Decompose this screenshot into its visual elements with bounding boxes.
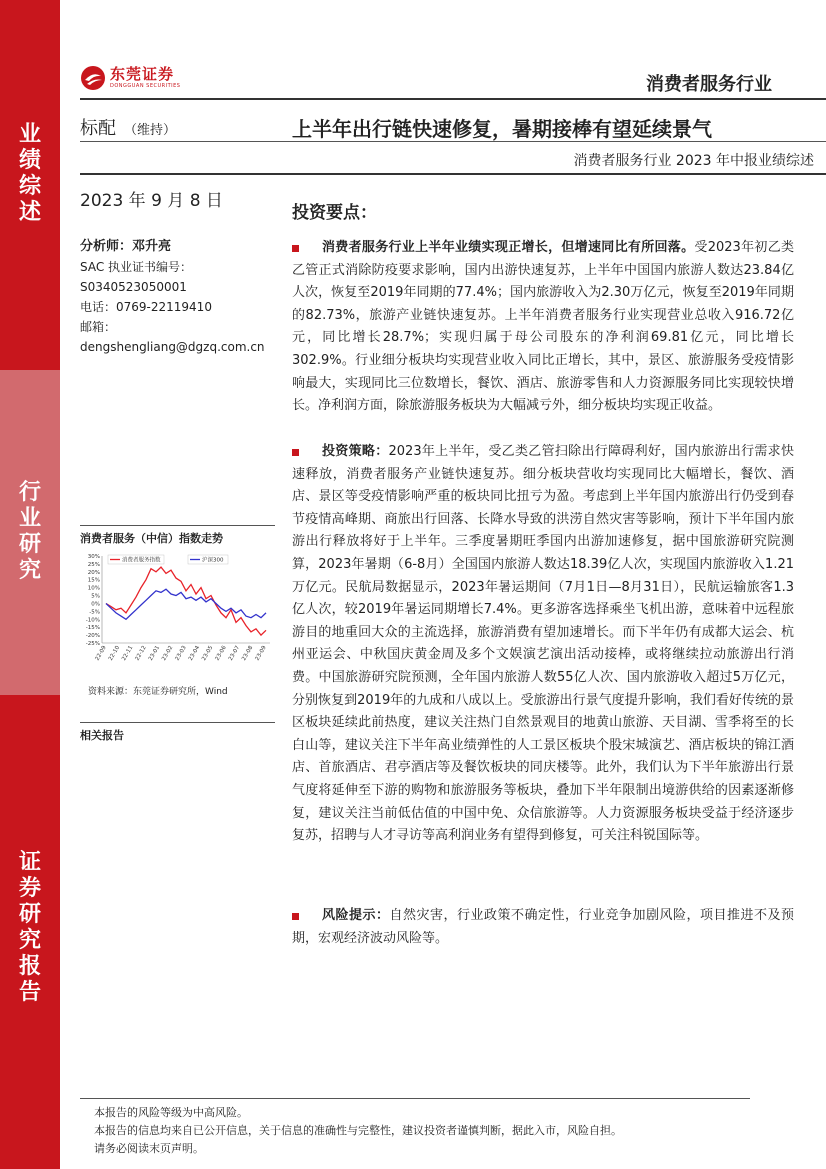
subtitle-rule [80, 173, 826, 175]
x-tick-label: 23-02 [161, 645, 175, 662]
side-band [0, 0, 60, 1169]
y-tick-label: -25% [85, 641, 100, 647]
bullet-icon [292, 245, 299, 252]
x-tick-label: 23-04 [187, 645, 202, 662]
x-tick-label: 22-10 [107, 645, 122, 662]
y-tick-label: -15% [85, 625, 100, 632]
legend-label: 消费者服务指数 [122, 557, 161, 564]
x-tick-label: 23-09 [254, 645, 268, 662]
related-reports-title: 相关报告 [80, 729, 124, 742]
analyst-email[interactable]: dengshengliang@dgzq.com.cn [80, 340, 265, 354]
key-point-lead: 投资策略： [322, 444, 389, 459]
related-rule [80, 722, 275, 723]
series-line [106, 567, 266, 635]
report-title: 上半年出行链快速修复，暑期接棒有望延续景气 [292, 117, 712, 141]
side-section-performance [0, 0, 60, 370]
analyst-sac-label: SAC 执业证书编号： [80, 260, 193, 274]
bullet-icon [292, 449, 299, 456]
x-tick-label: 22-09 [94, 645, 108, 662]
y-tick-label: 0% [91, 601, 100, 608]
key-point-text: 2023年上半年，受乙类乙管扫除出行障碍利好，国内旅游出行需求快速释放，消费者服务产业链快速复苏。细分板块营收均实现同比大幅增长，餐饮、酒店、景区等受疫情影响严重的板块同比扭亏为盈。考虑到上半年国内旅游出行仍受到春节疫情高峰期、商旅出行回落、长降水导致的洪涝自然灾害等影响，预计下半年国内旅游出行释放将好于上半年。三季度暑期旺季国内出游加速修复，据中国旅游研究院测算，2023年暑期（6-8月）全国国内旅游人数达18.39亿人次，实现国内旅游收入1.21万亿元。民航局数据显示，2023年暑运期间（7月1日—8月31日），民航运输旅客1.3亿人次，较2019年暑运同期增长7.4%。更多游客选择乘坐飞机出游，意味着中远程旅游目的地重回大众的主流选择，旅游消费有望加速增长。而下半年仍有成都大运会、杭州亚运会、中秋国庆黄金周及多个文娱演艺演出活动接棒，或将继续拉动旅游出行消费。中国旅游研究院预测，全年国内旅游人数55亿人次、国内旅游收入超过5万亿元，分别恢复到2019年的九成和八成以上。受旅游出行景气度提升影响，我们看好传统的景区板块延续此前热度，建议关注热门自然景观目的地黄山旅游、天目湖、雪季将至的长白山等，建议关注下半年高业绩弹性的人工景区板块个股宋城演艺、酒店板块的锦江酒店、首旅酒店、君亭酒店等及餐饮板块的同庆楼等。此外，我们认为下半年旅游出行景气度将延伸至下游的购物和旅游服务等板块，叠加下半年限制出境游供给的因素逐渐修复，建议关注当前低估值的中国中免、众信旅游等。人力资源服务板块受益于经济逐步复苏，招聘与人才寻访等高利润业务有望得到修复，可关注科锐国际等。 [292, 444, 794, 844]
x-tick-label: 23-03 [174, 645, 188, 662]
y-tick-label: 10% [87, 585, 100, 592]
y-tick-label: 5% [91, 593, 100, 600]
analyst-info [80, 237, 280, 357]
key-point-text: 自然灾害，行业政策不确定性，行业竞争加剧风险，项目推进不及预期，宏观经济波动风险等。 [292, 908, 794, 946]
analyst-email-label: 邮箱： [80, 320, 117, 334]
title-rule [80, 141, 826, 142]
side-section-industry [0, 370, 60, 695]
footer-disclaimer: 本报告的信息均来自已公开信息，关于信息的准确性与完整性，建议投资者谨慎判断，据此入市，风险自担。 [94, 1124, 622, 1137]
y-tick-label: 25% [87, 561, 100, 568]
header-rule [80, 98, 826, 100]
side-label: 行业研究 [18, 480, 41, 583]
footer-read-notice: 请务必阅读末页声明。 [94, 1142, 204, 1155]
x-tick-label: 23-05 [201, 645, 215, 662]
bullet-icon [292, 913, 299, 920]
key-point-lead: 风险提示： [322, 908, 390, 923]
logo-name-en: DONGGUAN SECURITIES [110, 83, 181, 89]
analyst-sac-no: S0340523050001 [80, 280, 187, 294]
chart-source: 资料来源：东莞证券研究所，Wind [88, 687, 228, 697]
y-tick-label: -10% [85, 617, 100, 624]
key-point-2 [292, 441, 794, 848]
company-logo [80, 62, 200, 94]
report-subtitle: 消费者服务行业 2023 年中报业绩综述 [573, 153, 814, 169]
x-tick-label: 23-08 [241, 645, 255, 662]
series-line [106, 589, 266, 619]
chart-title: 消费者服务（中信）指数走势 [80, 532, 223, 545]
analyst-name: 分析师：邓升亮 [80, 239, 172, 254]
logo-name-cn: 东莞证券 [110, 65, 175, 83]
side-label: 证券研究报告 [18, 850, 41, 1005]
side-section-securities [0, 695, 60, 1169]
y-tick-label: -5% [89, 609, 100, 616]
y-tick-label: -20% [85, 633, 100, 640]
key-point-3 [292, 905, 794, 950]
side-label: 业绩综述 [18, 122, 41, 225]
footer-risk-level: 本报告的风险等级为中高风险。 [94, 1106, 248, 1119]
legend-label: 沪深300 [202, 557, 224, 564]
key-point-lead: 消费者服务行业上半年业绩实现正增长，但增速同比有所回落。 [322, 240, 695, 255]
y-tick-label: 30% [87, 554, 100, 560]
key-point-1 [292, 237, 794, 418]
analyst-phone: 电话：0769-22119410 [80, 300, 212, 314]
x-tick-label: 22-12 [134, 645, 148, 662]
report-date: 2023 年 9 月 8 日 [80, 191, 223, 211]
rating [80, 114, 176, 140]
x-tick-label: 23-01 [147, 645, 162, 662]
rating-note: （维持） [124, 123, 177, 138]
y-tick-label: 20% [87, 569, 100, 576]
industry-name: 消费者服务行业 [646, 74, 772, 95]
key-points-title: 投资要点： [292, 203, 377, 223]
footer-rule [80, 1098, 750, 1099]
logo-mark-icon [80, 65, 106, 91]
rating-value: 标配 [80, 118, 116, 139]
chart-top-rule [80, 525, 275, 526]
index-trend-chart [80, 548, 275, 678]
y-tick-label: 15% [87, 577, 100, 584]
x-tick-label: 23-06 [214, 645, 228, 662]
x-tick-label: 23-07 [227, 645, 242, 662]
x-tick-label: 22-11 [121, 645, 135, 662]
footer [94, 1104, 622, 1158]
key-point-text: 受2023年初乙类乙管正式消除防疫要求影响，国内出游快速复苏，上半年中国国内旅游人数达23.84亿人次，恢复至2019年同期的77.4%；国内旅游收入为2.30万亿元，恢复至2019年同期的82.73%，旅游产业链快速复苏。上半年消费者服务行业实现营业总收入916.72亿元，同比增长28.7%；实现归属于母公司股东的净利润69.81亿元，同比增长302.9%。行业细分板块均实现营业收入同比正增长，其中，景区、旅游服务受疫情影响最大，实现同比三位数增长，餐饮、酒店、旅游零售和人力资源服务同比实现较快增长。净利润方面，除旅游服务板块为大幅减亏外，细分板块均实现正收益。 [292, 240, 794, 414]
